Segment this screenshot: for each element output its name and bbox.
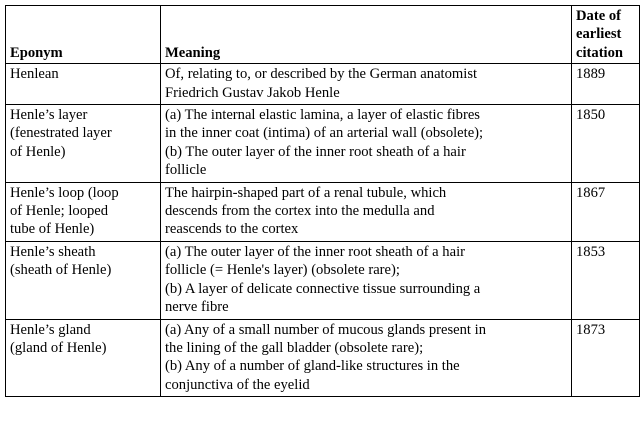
meaning-cell: (a) The internal elastic lamina, a layer of elastic fibres in the inner coat (intima) of an arterial wall (obsolete); (b) The outer layer of the inner root sheath of a hair follicle: [161, 105, 572, 183]
date-cell: 1889: [572, 64, 640, 105]
date-cell: 1867: [572, 182, 640, 241]
header-row: [6, 6, 640, 64]
date-cell: 1873: [572, 319, 640, 397]
eponym-table: [5, 5, 640, 397]
meaning-cell: (a) The outer layer of the inner root sheath of a hair follicle (= Henle's layer) (obsolete rare); (b) A layer of delicate connective tissue surrounding a nerve fibre: [161, 241, 572, 319]
eponym-cell: Henle’s sheath (sheath of Henle): [6, 241, 161, 319]
table-row: [6, 182, 640, 241]
table-row: [6, 241, 640, 319]
eponym-cell: Henle’s layer (fenestrated layer of Henle): [6, 105, 161, 183]
eponym-cell: Henle’s loop (loop of Henle; looped tube of Henle): [6, 182, 161, 241]
header-date: Date of earliest citation: [572, 6, 640, 64]
date-cell: 1853: [572, 241, 640, 319]
table-row: [6, 64, 640, 105]
table-row: [6, 105, 640, 183]
eponym-cell: Henle’s gland (gland of Henle): [6, 319, 161, 397]
header-eponym: Eponym: [6, 6, 161, 64]
header-meaning: Meaning: [161, 6, 572, 64]
table-row: [6, 319, 640, 397]
meaning-cell: (a) Any of a small number of mucous glands present in the lining of the gall bladder (obsolete rare); (b) Any of a number of gland-like structures in the conjunctiva of the eyelid: [161, 319, 572, 397]
eponym-cell: Henlean: [6, 64, 161, 105]
date-cell: 1850: [572, 105, 640, 183]
meaning-cell: Of, relating to, or described by the German anatomist Friedrich Gustav Jakob Henle: [161, 64, 572, 105]
meaning-cell: The hairpin-shaped part of a renal tubule, which descends from the cortex into the medulla and reascends to the cortex: [161, 182, 572, 241]
